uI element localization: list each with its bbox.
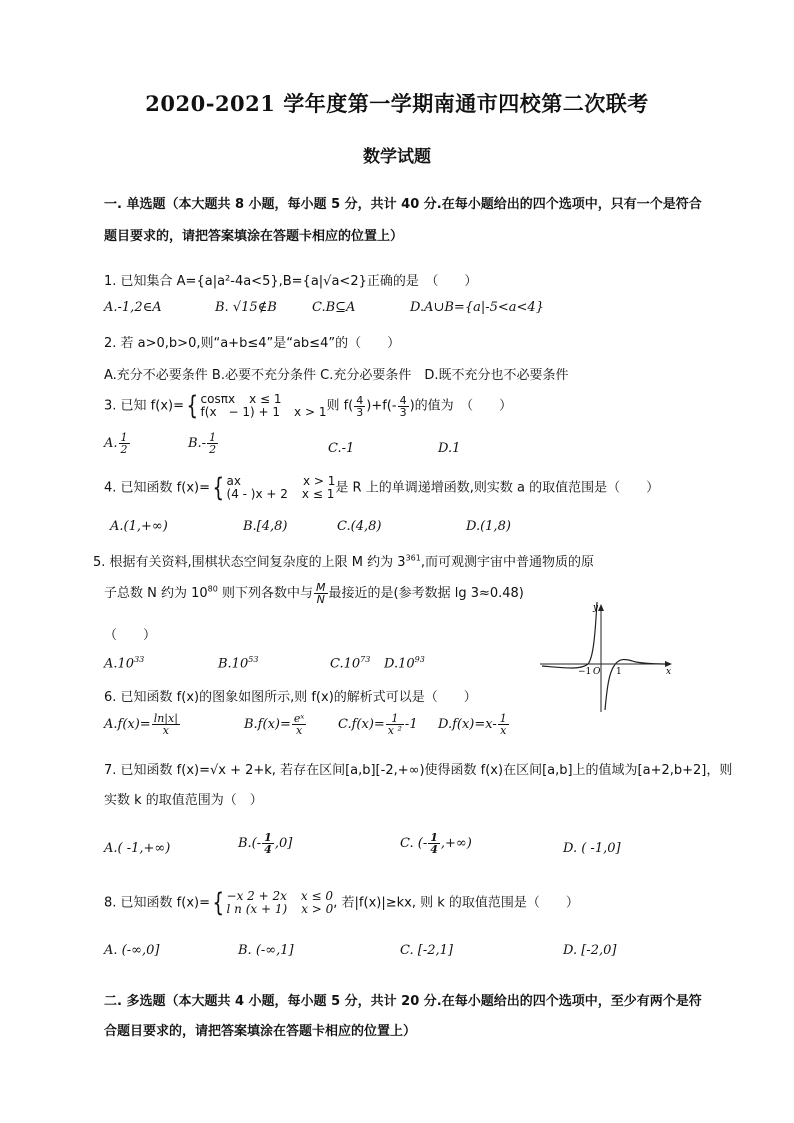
q6-c-label: C.f(x)= (338, 717, 385, 732)
q6-b-frac (292, 713, 306, 736)
q3-option-c: C.-1 (328, 441, 355, 456)
q3-option-d: D.1 (438, 441, 461, 456)
section1-heading-line2: 题目要求的，请把答案填涂在答题卡相应的位置上） (104, 229, 404, 244)
q6-option-c (338, 713, 418, 736)
q5-line2b: 则下列各数中与 (217, 586, 313, 601)
q5-a-exp: 33 (134, 655, 145, 664)
graph-left-branch (542, 602, 597, 668)
q3-frac2 (398, 395, 409, 418)
q4-option-d: D.(1,8) (466, 519, 511, 534)
q7-c-tail: ,+∞) (440, 836, 472, 851)
q5-option-a (104, 655, 144, 671)
q3-row2-expr: f(x − 1) + 1 (200, 405, 281, 419)
q6-option-b (244, 713, 307, 736)
section1-heading-line1: 一. 单选题（本大题共 8 小题，每小题 5 分，共计 40 分.在每小题给出的四个选项中，只有一个是符合 (104, 197, 702, 212)
q7-c-label: C. (- (400, 836, 428, 851)
graph-y-arrow (598, 604, 604, 611)
graph-origin-label: O (593, 667, 601, 677)
q4-row1-cond: x > 1 (303, 474, 336, 489)
q4-option-c: C.(4,8) (337, 519, 382, 534)
q5-line1 (93, 551, 594, 570)
q3-frac1-num: 4 (356, 393, 364, 407)
q8-row1-cond: x ≤ 0 (300, 889, 333, 904)
q3-row2-cond: x > 1 (294, 405, 327, 419)
q8-suffix: , 若|f(x)|≥kx, 则 k 的取值范围是（ ） (333, 895, 579, 911)
q3-piecewise (201, 393, 327, 418)
q5-line2c: 最接近的是(参考数据 lg 3≈0.48) (328, 586, 524, 601)
q6-a-frac (152, 713, 180, 736)
section2-heading-line2: 合题目要求的，请把答案填涂在答题卡相应的位置上） (104, 1024, 417, 1039)
q5-a-base: A.10 (104, 656, 135, 672)
q8-option-b: B. (-∞,1] (238, 943, 294, 958)
q8-row2-cond: x > 0 (301, 902, 334, 916)
q8-piecewise (227, 890, 334, 915)
q3-frac2-num: 4 (399, 393, 407, 407)
q3-b-frac (207, 432, 218, 455)
q5-line1-text: 5. 根据有关资料,围棋状态空间复杂度的上限 M 约为 3 (93, 555, 406, 570)
q5-option-c (330, 655, 370, 671)
q8-row2-expr: l n (x + 1) (226, 902, 288, 916)
q4-brace: { (212, 473, 225, 503)
q6-b-den: x (295, 724, 303, 737)
q4-option-a: A.(1,+∞) (110, 519, 168, 534)
q5-sup2: 80 (207, 584, 218, 594)
q7-option-a: A.( -1,+∞) (104, 841, 171, 856)
q7-option-d: D. ( -1,0] (563, 841, 621, 856)
graph-neg1-label: −1 (578, 667, 592, 677)
q7-option-c (400, 832, 472, 855)
q3-a-frac (119, 432, 130, 455)
q7-b-tail: ,0] (274, 836, 293, 851)
graph-y-label: y (593, 603, 599, 613)
q1-option-c: C.B⊆A (312, 300, 356, 315)
q7-b-num: 1 (264, 831, 272, 844)
q5-paren: （ ） (104, 628, 157, 643)
q3-stem (104, 393, 512, 419)
q1-option-b: B. √15∉B (215, 300, 277, 315)
q3-mid2: )+f(- (366, 398, 397, 414)
q5-option-d (384, 655, 425, 671)
q6-b-num: eˣ (293, 712, 305, 725)
q6-a-den: x (162, 724, 169, 737)
graph-right-branch (605, 660, 668, 711)
q6-d-frac (498, 713, 509, 736)
q4-option-b: B.[4,8) (243, 519, 288, 534)
q3-b-label: B.- (188, 436, 207, 451)
q5-d-exp: 93 (414, 655, 425, 664)
q4-row1-expr: ax (226, 474, 241, 489)
q1-option-d: D.A∪B={a|-5<a<4} (410, 300, 544, 315)
q4-row2-cond: x ≤ 1 (301, 487, 335, 501)
q2-stem: 2. 若 a>0,b>0,则“a+b≤4”是“ab≤4”的（ ） (104, 336, 401, 351)
function-graph (536, 598, 676, 714)
graph-x-label: x (666, 667, 672, 677)
q6-stem: 6. 已知函数 f(x)的图象如图所示,则 f(x)的解析式可以是（ ） (104, 690, 477, 705)
section2-heading-line1: 二. 多选题（本大题共 4 小题，每小题 5 分，共计 20 分.在每小题给出的四个选项中，至少有两个是符 (104, 994, 702, 1009)
q7-line2: 实数 k 的取值范围为（ ） (104, 793, 263, 808)
q6-option-a (104, 713, 181, 736)
q6-option-d (438, 713, 510, 736)
graph-one-label: 1 (616, 667, 622, 677)
q3-frac2-den: 3 (399, 405, 407, 419)
q1-stem: 1. 已知集合 A={a|a²-4a<5},B={a|√a<2}正确的是 （ ） (104, 274, 478, 289)
q3-row1-expr: cosπx (200, 392, 236, 407)
q3-a-label: A. (104, 436, 118, 451)
q5-line1b: ,而可观测宇宙中普通物质的原 (420, 555, 594, 570)
q5-option-b (218, 655, 258, 671)
q6-c-num: 1 (386, 713, 404, 725)
q5-line2a: 子总数 N 约为 10 (104, 586, 208, 601)
q3-brace: { (186, 391, 199, 421)
q4-row2-expr: (4 - )x + 2 (226, 487, 288, 501)
q2-options: A.充分不必要条件 B.必要不充分条件 C.充分必要条件 D.既不充分也不必要条件 (104, 368, 569, 383)
q6-d-label: D.f(x)=x- (438, 717, 497, 732)
q4-stem (104, 475, 659, 501)
q1-option-a: A.-1,2∈A (104, 300, 162, 315)
q8-option-a: A. (-∞,0] (104, 943, 160, 958)
q6-c-frac (386, 713, 404, 736)
q6-c-den: x ² (387, 724, 402, 737)
q7-c-num: 1 (430, 831, 438, 844)
q3-prefix: 3. 已知 f(x)= (104, 398, 184, 414)
q3-suffix: )的值为 （ ） (409, 398, 513, 414)
q5-c-base: C.10 (330, 656, 361, 672)
q8-stem (104, 890, 579, 916)
q5-b-base: B.10 (218, 656, 249, 672)
q7-b-label: B.(- (238, 836, 262, 851)
q6-b-label: B.f(x)= (244, 717, 291, 732)
q5-sup1: 361 (405, 553, 421, 563)
q8-row1-expr: −x 2 + 2x (226, 889, 287, 904)
q8-option-c: C. [-2,1] (400, 943, 453, 958)
q5-d-base: D.10 (384, 656, 415, 672)
q8-brace: { (212, 888, 225, 918)
q7-line1: 7. 已知函数 f(x)=√x + 2+k, 若存在区间[a,b][-2,+∞)使得函数 f(x)在区间[a,b]上的值域为[a+2,b+2]，则 (104, 763, 733, 778)
q3-a-num: 1 (120, 431, 128, 444)
q5-line2 (104, 582, 524, 605)
page-subtitle: 数学试题 (363, 147, 431, 167)
q5-frac-num: M (316, 581, 326, 594)
q7-option-b (238, 832, 292, 855)
q3-frac1 (354, 395, 365, 418)
q6-d-den: x (500, 724, 507, 737)
q3-mid1: 则 f( (326, 398, 354, 414)
q3-b-num: 1 (209, 431, 217, 444)
q4-prefix: 4. 已知函数 f(x)= (104, 480, 210, 496)
q8-prefix: 8. 已知函数 f(x)= (104, 895, 210, 911)
q6-c-tail: -1 (404, 717, 418, 732)
q6-d-num: 1 (499, 712, 507, 725)
q3-b-den: 2 (209, 443, 217, 456)
q7-c-den: 4 (430, 843, 438, 856)
q5-frac (314, 582, 328, 605)
q5-b-exp: 53 (248, 655, 259, 664)
q3-frac1-den: 3 (356, 405, 364, 419)
q7-b-den: 4 (264, 843, 272, 856)
q6-a-label: A.f(x)= (104, 717, 151, 732)
q4-suffix: 是 R 上的单调递增函数,则实数 a 的取值范围是（ ） (335, 480, 660, 496)
q4-piecewise (227, 475, 336, 500)
q6-a-num: ln|x| (153, 712, 178, 725)
q3-option-a (104, 432, 131, 455)
q7-b-frac (262, 832, 274, 855)
q3-option-b (188, 432, 219, 455)
q3-row1-cond: x ≤ 1 (249, 392, 282, 407)
q3-a-den: 2 (120, 443, 128, 456)
q5-frac-den: N (316, 593, 325, 606)
q7-c-frac (428, 832, 440, 855)
q5-c-exp: 73 (360, 655, 371, 664)
page-title: 2020-2021 学年度第一学期南通市四校第二次联考 (145, 91, 649, 116)
q8-option-d: D. [-2,0] (563, 943, 617, 958)
